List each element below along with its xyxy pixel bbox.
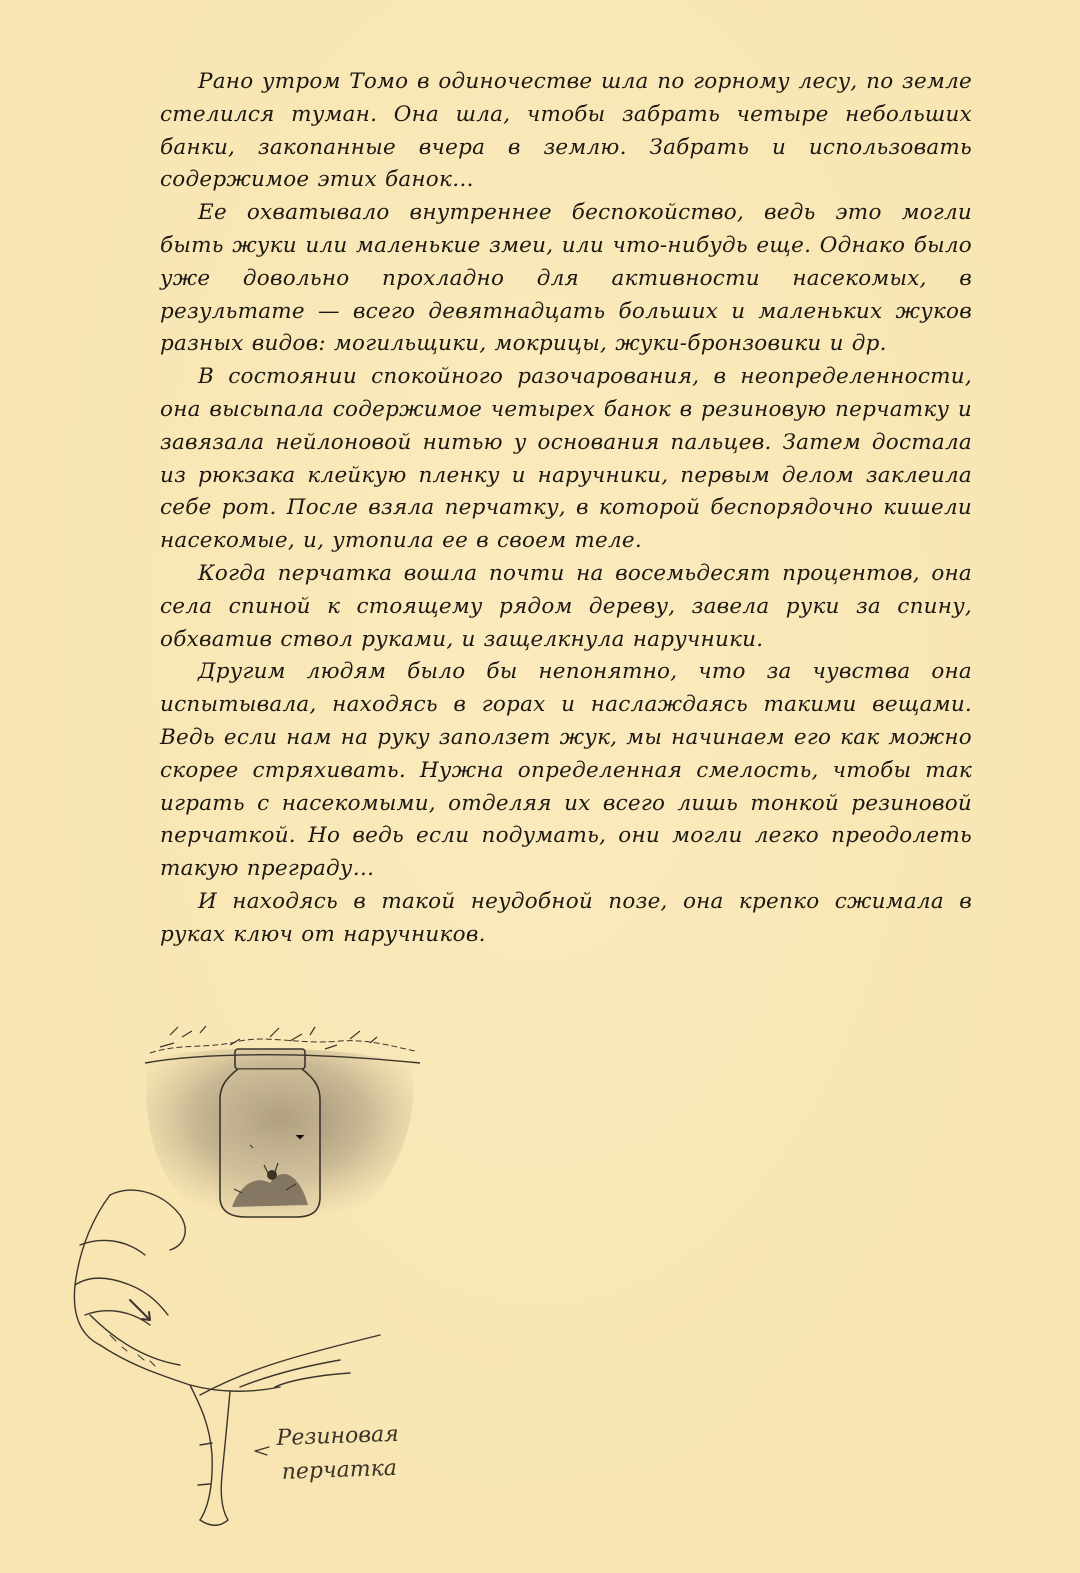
paragraph-2: Ее охватывало внутреннее беспокойство, ведь это могли быть жуки или маленькие змеи, или что-нибудь еще. Однако было уже довольно прохладно для активности насекомых, в результате — всего девятнадцать больших и маленьких жуков разных видов: могильщики, мокрицы, жуки-бронзовики и др. — [160, 200, 972, 357]
paragraph-4: Когда перчатка вошла почти на восемьдесят процентов, она села спиной к стоящему рядом дереву, завела руки за спину, обхватив ствол руками, и защелкнула наручники. — [160, 560, 972, 652]
glove-caption — [276, 1418, 401, 1490]
paragraph-3: В состоянии спокойного разочарования, в неопределенности, она высыпала содержимое четырех банок в резиновую перчатку и завязала нейлоновой нитью у основания пальцев. Затем достала из рюкзака клейкую пленку и наручники, первым делом заклеила себе рот. После взяла перчатку, в которой беспорядочно кишели насекомые, и, утопила ее в своем теле. — [160, 364, 972, 554]
story-text — [160, 66, 972, 952]
jar — [220, 1049, 320, 1217]
caption-line-1: Резиновая — [276, 1421, 400, 1451]
caption-line-2: перчатка — [281, 1455, 398, 1485]
paragraph-5: Другим людям было бы непонятно, что за чувства она испытывала, находясь в горах и наслаждаясь такими вещами. Ведь если нам на руку заползет жук, мы начинаем его как можно скорее стряхивать. Нужна определенная смелость, чтобы так играть с насекомыми, отделяя их всего лишь тонкой резиновой перчаткой. Но ведь если подумать, они могли легко преодолеть такую преграду… — [160, 659, 972, 882]
paragraph-1: Рано утром Томо в одиночестве шла по горному лесу, по земле стелился туман. Она шла, чтобы забрать четыре небольших банки, закопанные вчера в землю. Забрать и использовать содержимое этих банок… — [160, 69, 972, 193]
paragraph-6: И находясь в такой неудобной позе, она крепко сжимала в руках ключ от наручников. — [160, 888, 972, 947]
